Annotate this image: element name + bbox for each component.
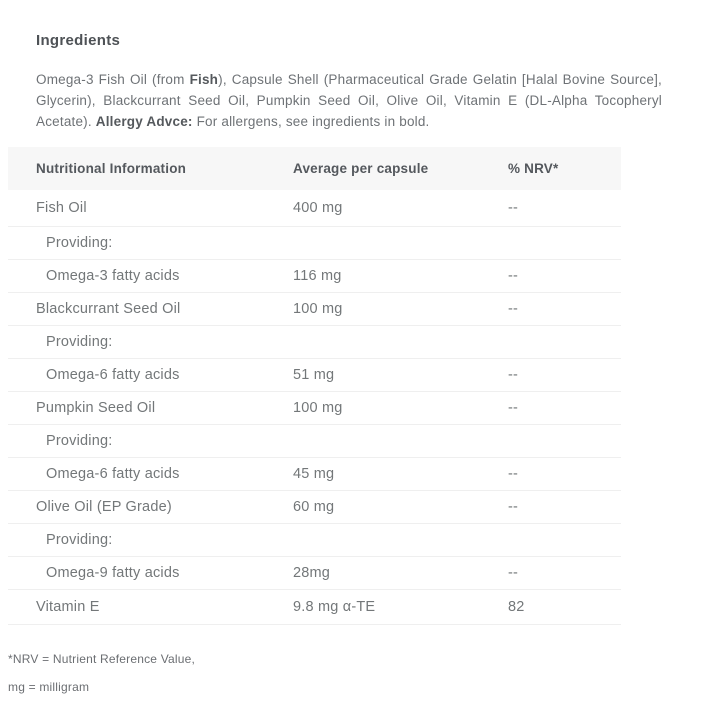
table-row [8,227,621,260]
ingredients-heading: Ingredients [36,32,121,49]
nutrient-nrv: -- [508,466,519,482]
table-row [8,491,621,524]
nutrient-name: Providing: [46,532,113,548]
nutrient-name: Omega-6 fatty acids [46,367,180,383]
nutrient-nrv: -- [508,200,519,216]
table-row [8,590,621,625]
nutrient-nrv: -- [508,268,519,284]
nutrient-amount: 100 mg [293,400,343,416]
nutrient-name: Omega-9 fatty acids [46,565,180,581]
nutrient-nrv: -- [508,565,519,581]
nutrient-name: Fish Oil [36,200,87,216]
allergen-bold-fish: Fish [189,72,219,87]
nutrient-name: Blackcurrant Seed Oil [36,301,181,317]
table-row [8,326,621,359]
footnotes [8,653,662,694]
table-row [8,425,621,458]
nutrition-table [8,147,621,625]
nutrient-nrv: -- [508,400,519,416]
footnote-mg: mg = milligram [8,680,90,694]
ingredients-paragraph [36,69,662,132]
nutrient-amount: 9.8 mg α-TE [293,599,376,615]
nutrient-amount: 100 mg [293,301,343,317]
nutrient-nrv: -- [508,301,519,317]
table-row [8,392,621,425]
table-row [8,260,621,293]
nutrient-name: Providing: [46,235,113,251]
column-header-nutritional-information: Nutritional Information [36,161,187,176]
ingredients-text-1: Omega-3 Fish Oil (from [36,72,190,87]
ingredients-text-2: ), Capsule Shell (Pharmaceutical Grade Gelatin [Halal Bovine Source], Glycerin), Blackcurrant Seed Oil, Pumpkin Seed Oil, Olive Oil, Vitamin E (DL-Alpha Tocopheryl Acetate). [36,72,662,129]
nutrient-name: Omega-3 fatty acids [46,268,180,284]
nutrient-amount: 51 mg [293,367,335,383]
nutrient-name: Pumpkin Seed Oil [36,400,156,416]
footnote-nrv: *NRV = Nutrient Reference Value, [8,652,196,666]
nutrient-nrv: 82 [508,599,525,615]
nutrient-amount: 28mg [293,565,331,581]
table-row [8,293,621,326]
table-row [8,190,621,227]
ingredients-text-3: For allergens, see ingredients in bold. [192,114,430,129]
nutrient-amount: 60 mg [293,499,335,515]
nutrient-name: Omega-6 fatty acids [46,466,180,482]
table-row [8,557,621,590]
nutrient-amount: 116 mg [293,268,342,284]
table-row [8,458,621,491]
nutrient-nrv: -- [508,499,519,515]
column-header-average-per-capsule: Average per capsule [293,161,429,176]
nutrient-name: Providing: [46,334,113,350]
table-row [8,359,621,392]
nutrition-table-header [8,147,621,190]
nutrient-amount: 45 mg [293,466,335,482]
nutrient-name: Vitamin E [36,599,100,615]
nutrient-amount: 400 mg [293,200,343,216]
column-header-nrv: % NRV* [508,161,559,176]
allergy-advice-label: Allergy Advce: [95,114,193,129]
table-row [8,524,621,557]
nutrition-table-body [8,190,621,625]
nutrient-nrv: -- [508,367,519,383]
nutrient-name: Olive Oil (EP Grade) [36,499,172,515]
nutrient-name: Providing: [46,433,113,449]
